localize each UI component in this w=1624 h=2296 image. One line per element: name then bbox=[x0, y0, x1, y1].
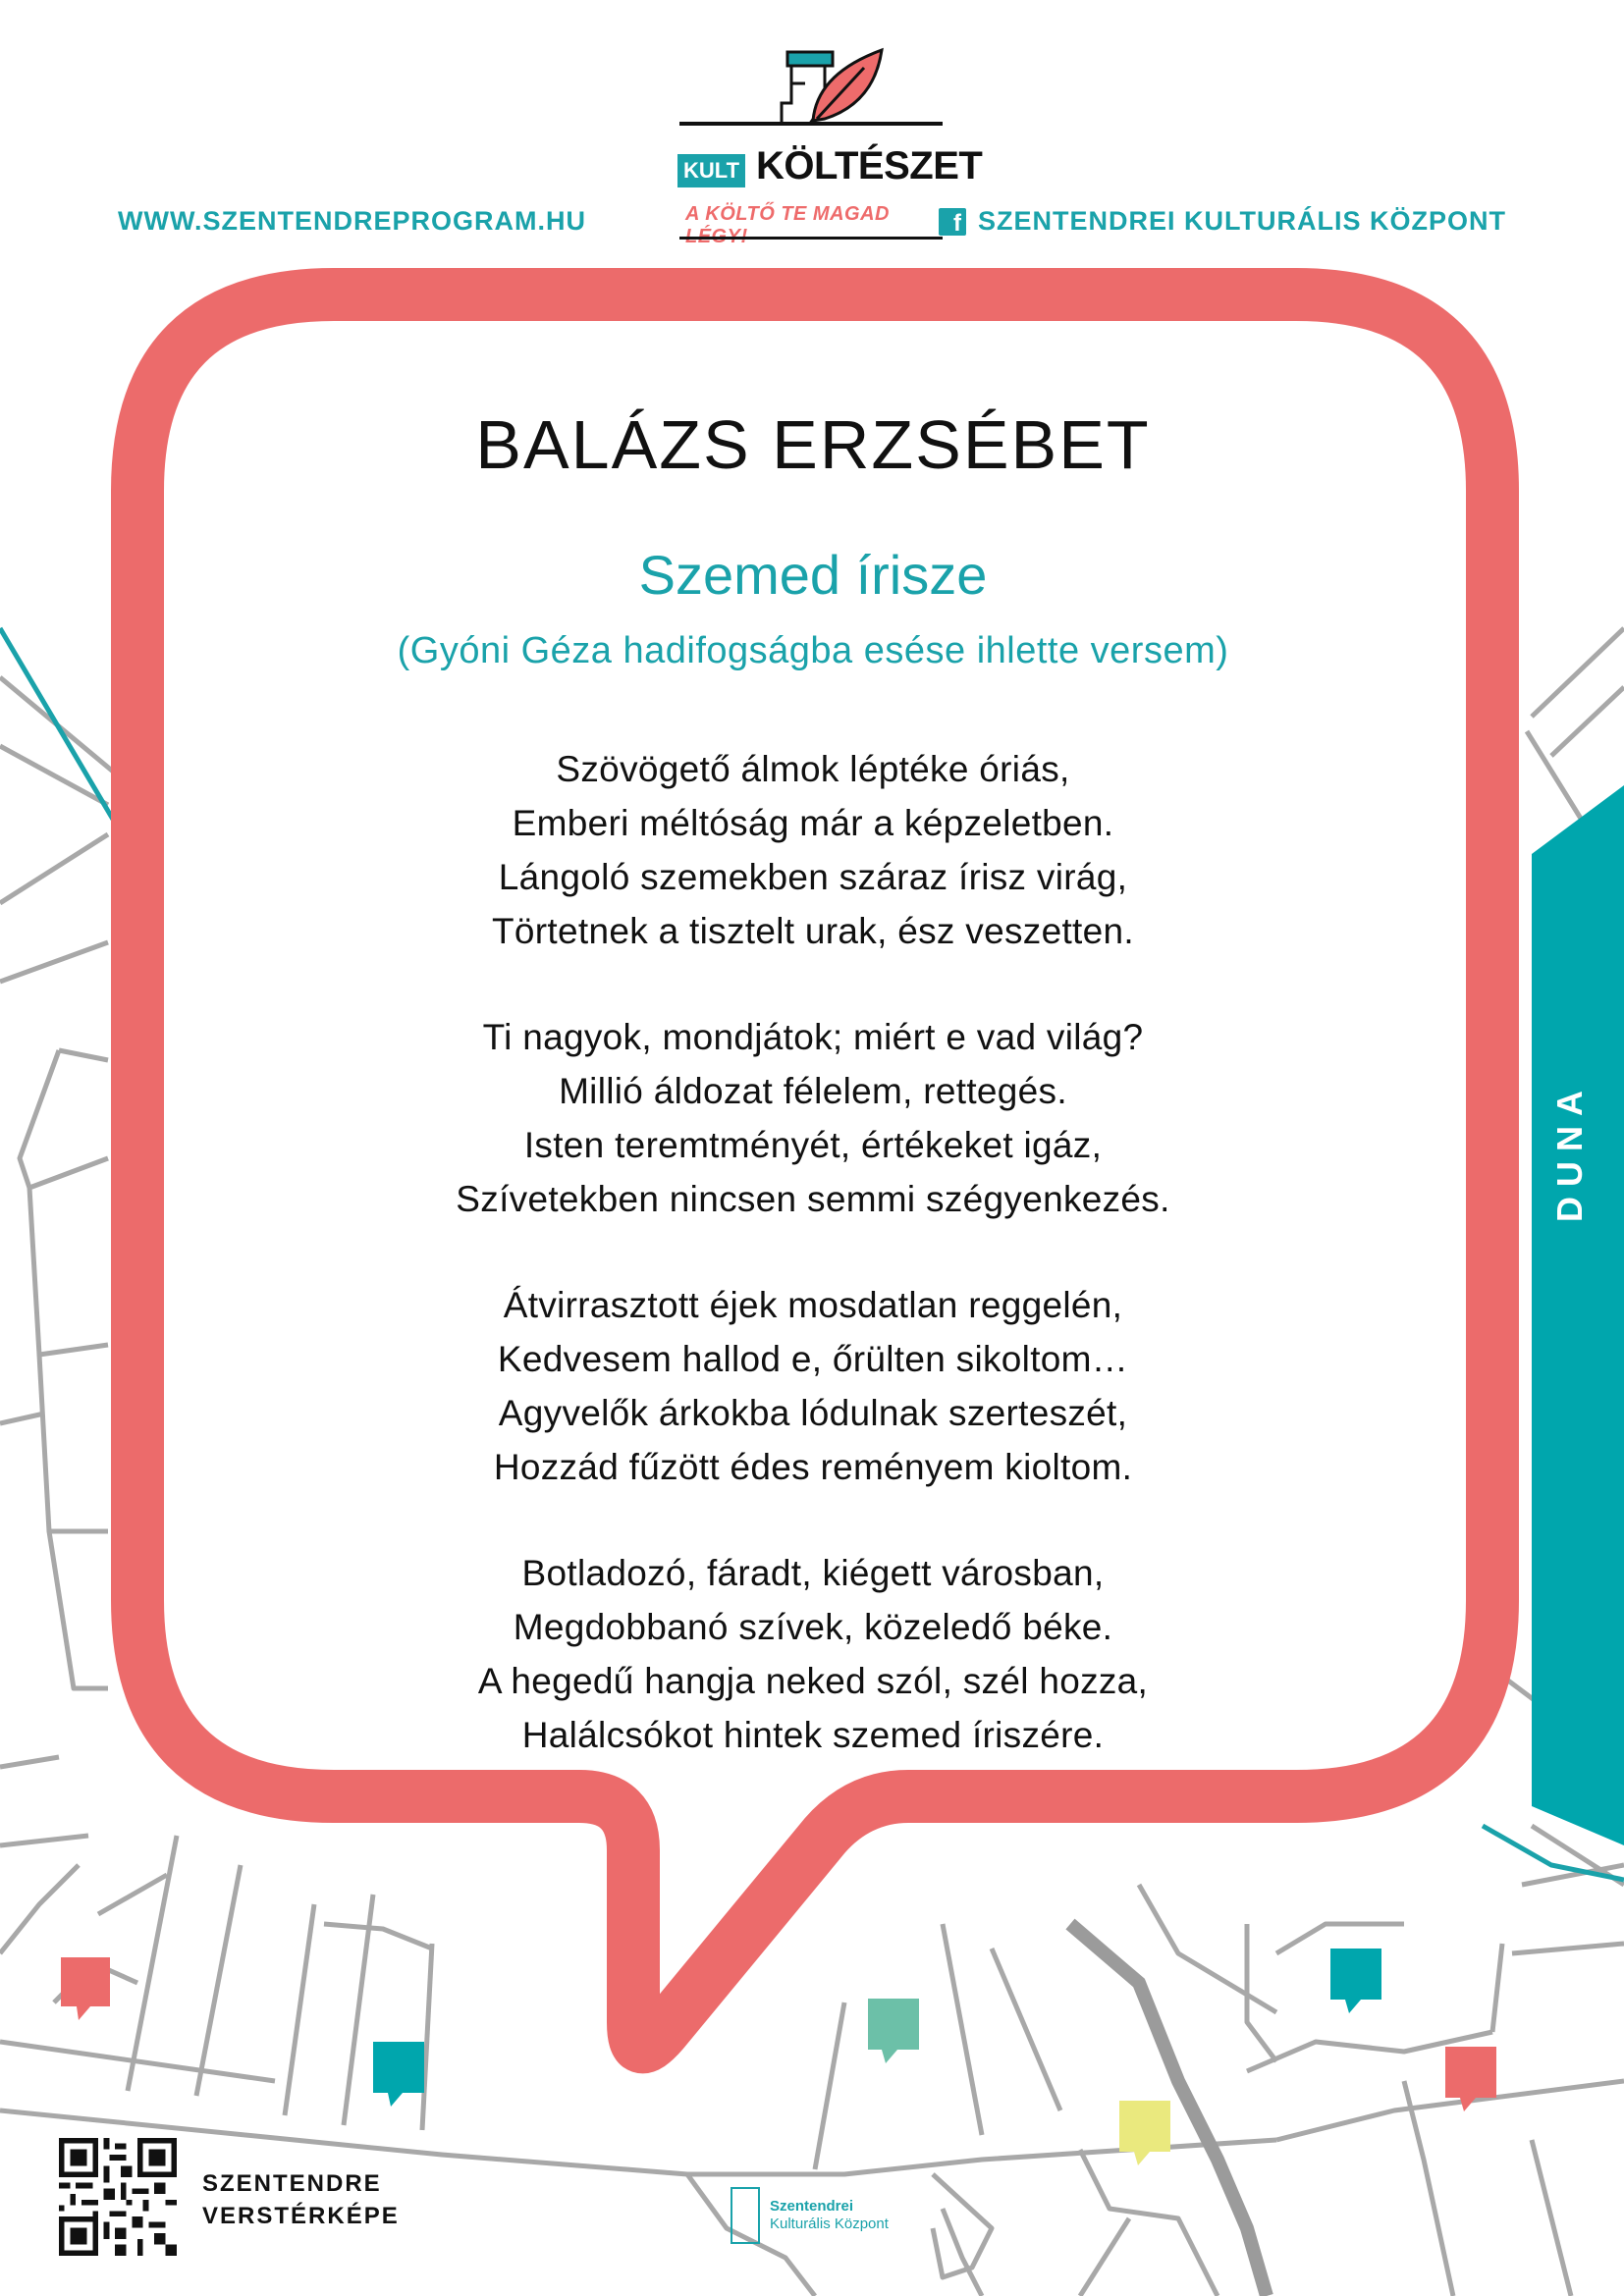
poem-line: Megdobbanó szívek, közeledő béke. bbox=[513, 1607, 1113, 1647]
poem-line: Millió áldozat félelem, rettegés. bbox=[559, 1071, 1067, 1111]
logo-rule-bottom bbox=[679, 237, 943, 240]
poem-line: Szívetekben nincsen semmi szégyenkezés. bbox=[456, 1179, 1170, 1219]
org-logo-text bbox=[770, 2198, 889, 2233]
facebook-page-label: SZENTENDREI KULTURÁLIS KÖZPONT bbox=[978, 206, 1506, 236]
poem-card bbox=[162, 316, 1464, 1785]
footer-label-line2: VERSTÉRKÉPE bbox=[202, 2203, 400, 2229]
logo-badge: KULT bbox=[677, 154, 745, 187]
stanza bbox=[162, 742, 1464, 958]
poem-author: BALÁZS ERZSÉBET bbox=[475, 406, 1151, 483]
org-logo bbox=[731, 2187, 889, 2244]
river-label: DUNA bbox=[1549, 1081, 1590, 1222]
poem-line: Lángoló szemekben száraz írisz virág, bbox=[498, 857, 1128, 897]
org-logo-line2: Kulturális Központ bbox=[770, 2216, 889, 2232]
poem-line: Kedvesem hallod e, őrülten sikoltom… bbox=[497, 1339, 1129, 1379]
org-logo-mark-icon bbox=[731, 2187, 760, 2244]
facebook-icon: f bbox=[939, 208, 966, 236]
logo-rule-top bbox=[679, 122, 943, 126]
poem-line: Átvirrasztott éjek mosdatlan reggelén, bbox=[503, 1285, 1123, 1325]
poem-line: Ti nagyok, mondjátok; miért e vad világ? bbox=[482, 1017, 1144, 1057]
poem-line: Emberi méltóság már a képzeletben. bbox=[512, 803, 1114, 843]
footer-label bbox=[202, 2167, 400, 2232]
logo-tagline: A KÖLTŐ TE MAGAD bbox=[685, 203, 890, 225]
poem-line: Agyvelők árkokba lódulnak szerteszét, bbox=[498, 1393, 1128, 1433]
website-link[interactable]: WWW.SZENTENDREPROGRAM.HU bbox=[118, 206, 586, 236]
poem-line: Törtetnek a tisztelt urak, ész veszetten. bbox=[492, 911, 1134, 951]
poem-body bbox=[162, 742, 1464, 1762]
stanza bbox=[162, 1010, 1464, 1226]
kult-kolteszet-logo bbox=[677, 44, 983, 245]
logo-title: KÖLTÉSZET bbox=[756, 144, 983, 187]
poem-line: A hegedű hangja neked szól, szél hozza, bbox=[477, 1661, 1149, 1701]
stanza bbox=[162, 1546, 1464, 1762]
poem-subtitle: (Gyóni Géza hadifogságba esése ihlette versem) bbox=[397, 630, 1229, 671]
stanza bbox=[162, 1278, 1464, 1494]
poem-line: Szövögető álmok léptéke óriás, bbox=[556, 749, 1070, 789]
poem-title: Szemed írisze bbox=[638, 544, 988, 606]
poem-line: Isten teremtményét, értékeket igáz, bbox=[523, 1125, 1103, 1165]
poem-line: Botladozó, fáradt, kiégett városban, bbox=[521, 1553, 1105, 1593]
poem-line: Halálcsókot hintek szemed íriszére. bbox=[521, 1715, 1105, 1755]
org-logo-line1: Szentendrei bbox=[770, 2198, 854, 2215]
poet-and-leaf-icon bbox=[766, 44, 884, 125]
qr-code[interactable] bbox=[59, 2138, 177, 2256]
facebook-link[interactable] bbox=[939, 206, 1506, 237]
poem-line: Hozzád fűzött édes reményem kioltom. bbox=[493, 1447, 1133, 1487]
footer-label-line1: SZENTENDRE bbox=[202, 2170, 382, 2197]
